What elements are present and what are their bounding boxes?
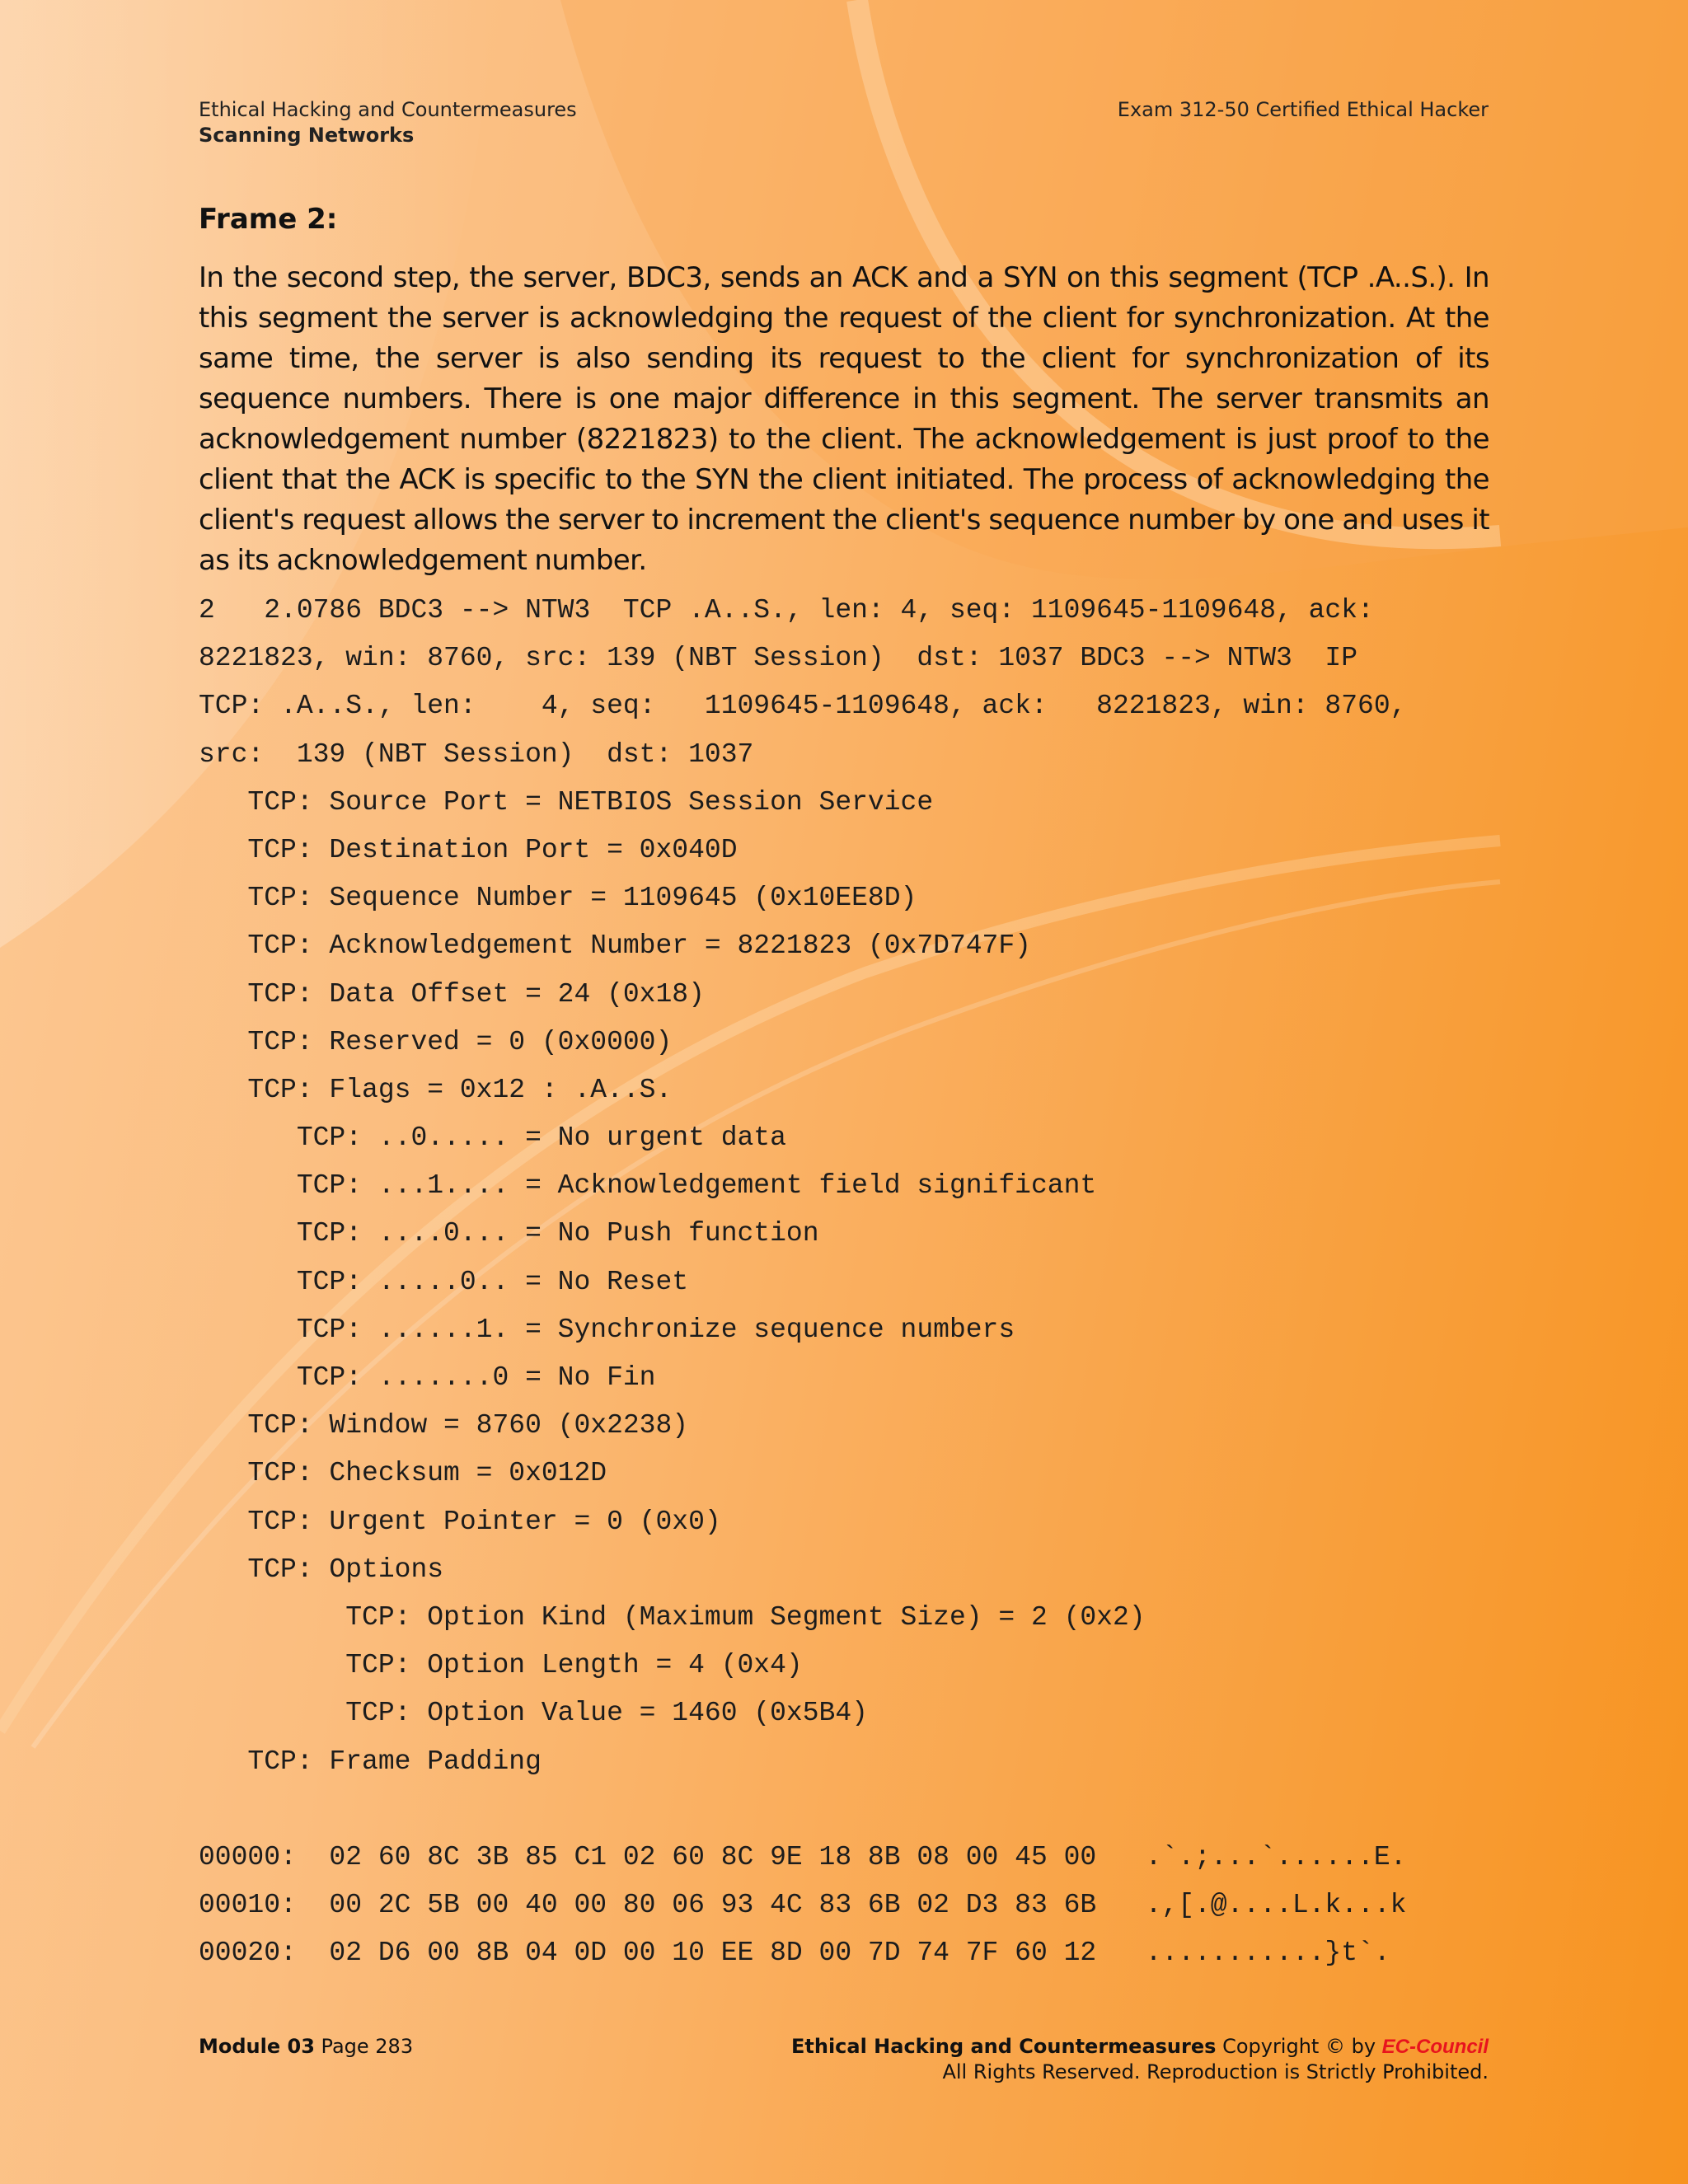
page-label: Page 283 [321, 2035, 414, 2058]
capture-line: TCP: ......1. = Synchronize sequence numbers [199, 1314, 1015, 1345]
footer-left [199, 2034, 413, 2060]
capture-line: TCP: ....0... = No Push function [199, 1218, 819, 1249]
capture-line: TCP: .....0.. = No Reset [199, 1266, 689, 1297]
exam-title: Exam 312-50 Certified Ethical Hacker [1117, 98, 1489, 121]
capture-line: TCP: Window = 8760 (0x2238) [199, 1410, 689, 1441]
packet-capture [199, 587, 1406, 1977]
ec-council-logo: EC-Council [1381, 2036, 1489, 2058]
capture-line: TCP: Destination Port = 0x040D [199, 834, 738, 865]
capture-line: TCP: .......0 = No Fin [199, 1362, 656, 1393]
capture-line: 00010: 00 2C 5B 00 40 00 80 06 93 4C 83 6B 02 D3 83 6B .,[.@....L.k...k [199, 1890, 1407, 1921]
rights-notice: All Rights Reserved. Reproduction is Strictly Prohibited. [942, 2060, 1489, 2083]
body-paragraph: In the second step, the server, BDC3, sends an ACK and a SYN on this segment (TCP .A..S.). In this segment the server is acknowledging the request of the client for synchronization. At the same time, the server is also sending its request to the client for synchronization of its sequence numbers. There is one major difference in this segment. The server transmits an acknowledgement number (8221823) to the client. The acknowledgement is just proof to the client that the ACK is specific to the SYN the client initiated. The process of acknowledging the client's request allows the server to increment the client's sequence number by one and uses it as its acknowledgement number. [199, 261, 1489, 577]
capture-line [199, 1786, 1406, 1834]
capture-line: TCP: Flags = 0x12 : .A..S. [199, 1074, 673, 1105]
capture-line: TCP: Urgent Pointer = 0 (0x0) [199, 1506, 721, 1537]
capture-line: TCP: Options [199, 1554, 444, 1585]
header-left [199, 97, 577, 148]
capture-line: TCP: Option Length = 4 (0x4) [199, 1650, 803, 1681]
module-name: Scanning Networks [199, 124, 415, 147]
course-title: Ethical Hacking and Countermeasures [199, 98, 577, 121]
capture-line: TCP: Checksum = 0x012D [199, 1458, 607, 1489]
footer-right [791, 2034, 1489, 2085]
capture-line: TCP: Acknowledgement Number = 8221823 (0x7D747F) [199, 930, 1031, 962]
capture-line: TCP: Source Port = NETBIOS Session Service [199, 786, 934, 818]
capture-line: TCP: ..0..... = No urgent data [199, 1122, 786, 1154]
footer-course-title: Ethical Hacking and Countermeasures [790, 2035, 1217, 2058]
capture-line: 8221823, win: 8760, src: 139 (NBT Session) dst: 1037 BDC3 --> NTW3 IP [199, 643, 1358, 674]
copyright-text: Copyright © by [1222, 2035, 1376, 2058]
capture-line: TCP: ...1.... = Acknowledgement field significant [199, 1170, 1097, 1202]
capture-line: TCP: Sequence Number = 1109645 (0x10EE8D) [199, 883, 917, 914]
capture-line: TCP: Reserved = 0 (0x0000) [199, 1026, 673, 1057]
module-label: Module 03 [199, 2035, 315, 2058]
section-title: Frame 2: [199, 203, 338, 236]
capture-line: 2 2.0786 BDC3 --> NTW3 TCP .A..S., len: 4, seq: 1109645-1109648, ack: [199, 595, 1374, 626]
capture-line: 00000: 02 60 8C 3B 85 C1 02 60 8C 9E 18 8B 08 00 45 00 .`.;...`......E. [199, 1841, 1407, 1872]
capture-line: TCP: Option Kind (Maximum Segment Size) = 2 (0x2) [199, 1601, 1146, 1633]
capture-line: TCP: Data Offset = 24 (0x18) [199, 978, 705, 1010]
capture-line: 00020: 02 D6 00 8B 04 0D 00 10 EE 8D 00 7D 74 7F 60 12 ...........}t`. [199, 1938, 1390, 1969]
capture-line: TCP: .A..S., len: 4, seq: 1109645-1109648, ack: 8221823, win: 8760, [199, 691, 1407, 722]
capture-line: src: 139 (NBT Session) dst: 1037 [199, 738, 754, 770]
capture-line: TCP: Option Value = 1460 (0x5B4) [199, 1698, 868, 1729]
capture-line: TCP: Frame Padding [199, 1746, 542, 1777]
